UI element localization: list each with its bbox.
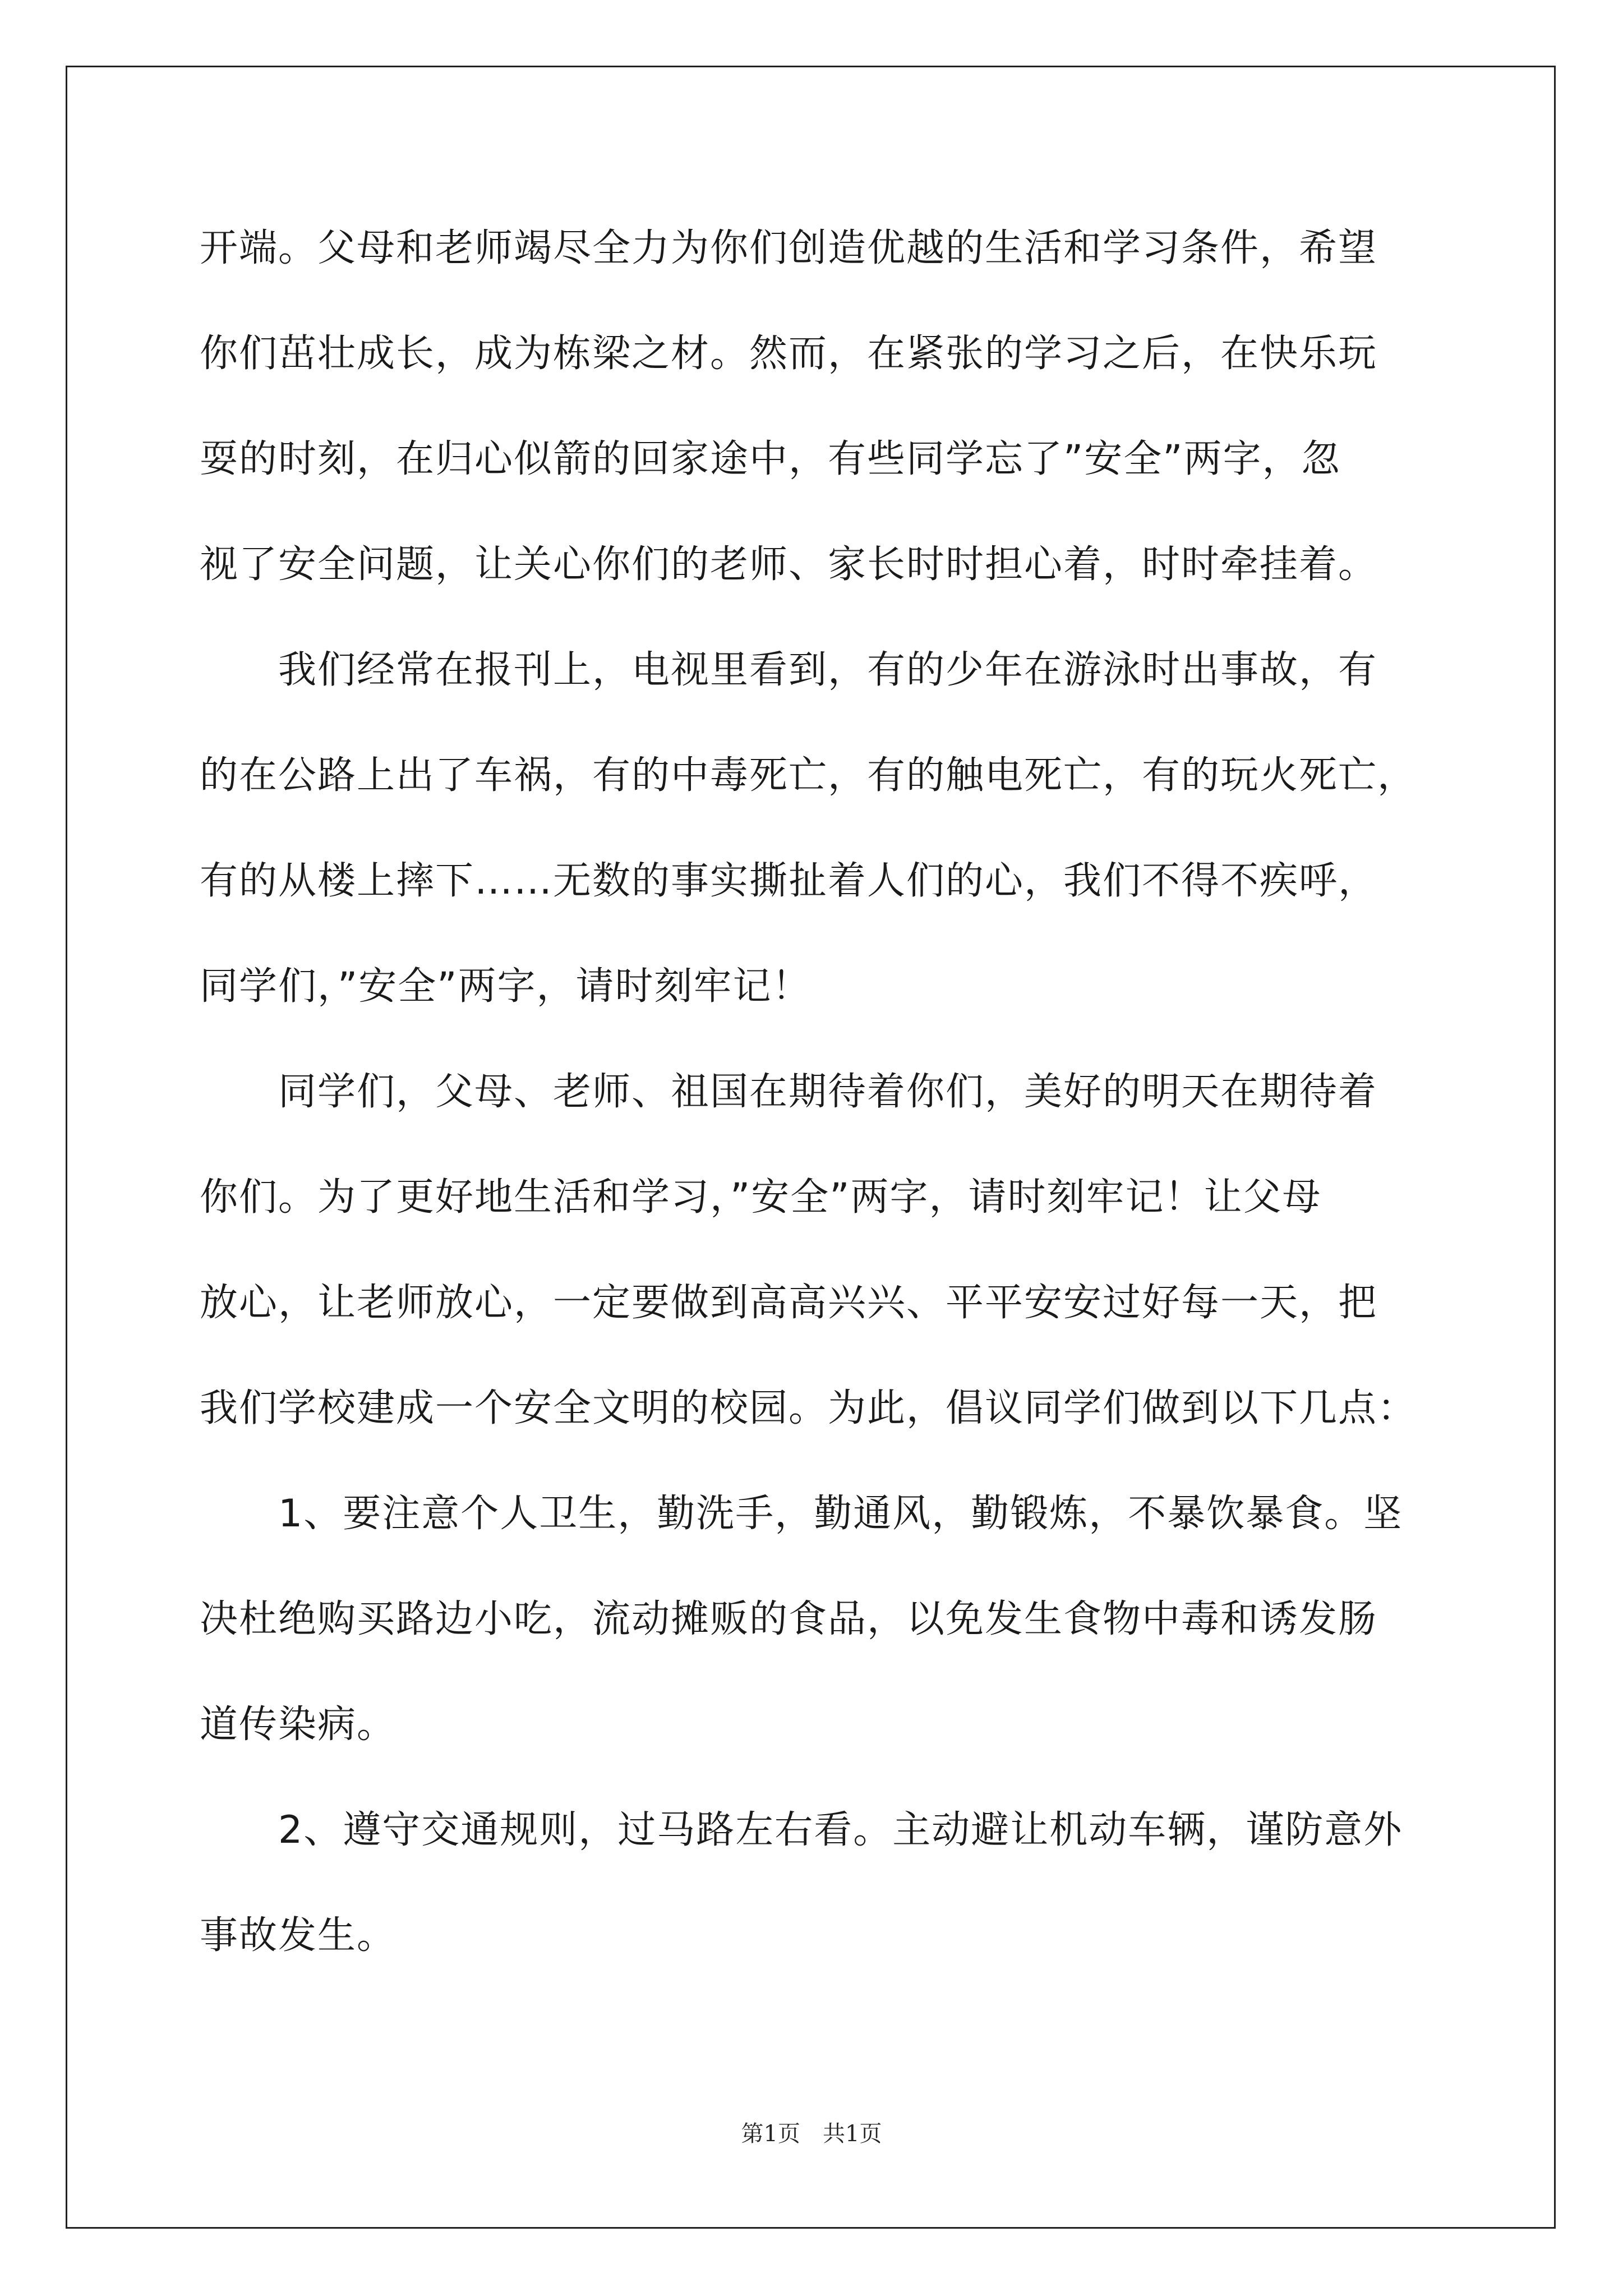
- paragraph-first-line: 我们经常在报刊上，电视里看到，有的少年在游泳时出事故，有: [278, 648, 1378, 692]
- text-line: 有的从楼上摔下……无数的事实撕扯着人们的心，我们不得不疾呼，: [200, 859, 1378, 903]
- text-line: 你们茁壮成长，成为栋梁之材。然而，在紧张的学习之后，在快乐玩: [200, 332, 1378, 376]
- text-line: 的在公路上出了车祸，有的中毒死亡，有的触电死亡，有的玩火死亡，: [200, 753, 1417, 798]
- text-line: 视了安全问题，让关心你们的老师、家长时时担心着，时时牵挂着。: [200, 542, 1378, 587]
- page-footer: 第1页 共1页: [741, 2121, 882, 2147]
- paragraph-first-line: 同学们，父母、老师、祖国在期待着你们，美好的明天在期待着: [278, 1070, 1378, 1114]
- list-item-2-first-line: 2、遵守交通规则，过马路左右看。主动避让机动车辆，谨防意外: [278, 1808, 1403, 1852]
- text-line: 开端。父母和老师竭尽全力为你们创造优越的生活和学习条件，希望: [200, 226, 1378, 270]
- text-line: 耍的时刻，在归心似箭的回家途中，有些同学忘了”安全”两字，忽: [200, 437, 1341, 481]
- page-border: [66, 66, 1556, 2229]
- text-line: 我们学校建成一个安全文明的校园。为此，倡议同学们做到以下几点：: [200, 1386, 1417, 1430]
- list-item-1-first-line: 1、要注意个人卫生，勤洗手，勤通风，勤锻炼，不暴饮暴食。坚: [278, 1492, 1403, 1536]
- text-line: 道传染病。: [200, 1703, 396, 1747]
- text-line: 事故发生。: [200, 1913, 396, 1958]
- text-line: 决杜绝购买路边小吃，流动摊贩的食品，以免发生食物中毒和诱发肠: [200, 1597, 1378, 1641]
- text-line: 你们。为了更好地生活和学习，”安全”两字，请时刻牢记！让父母: [200, 1175, 1322, 1220]
- text-line: 同学们，”安全”两字，请时刻牢记！: [200, 964, 811, 1009]
- text-line: 放心，让老师放心，一定要做到高高兴兴、平平安安过好每一天，把: [200, 1281, 1378, 1325]
